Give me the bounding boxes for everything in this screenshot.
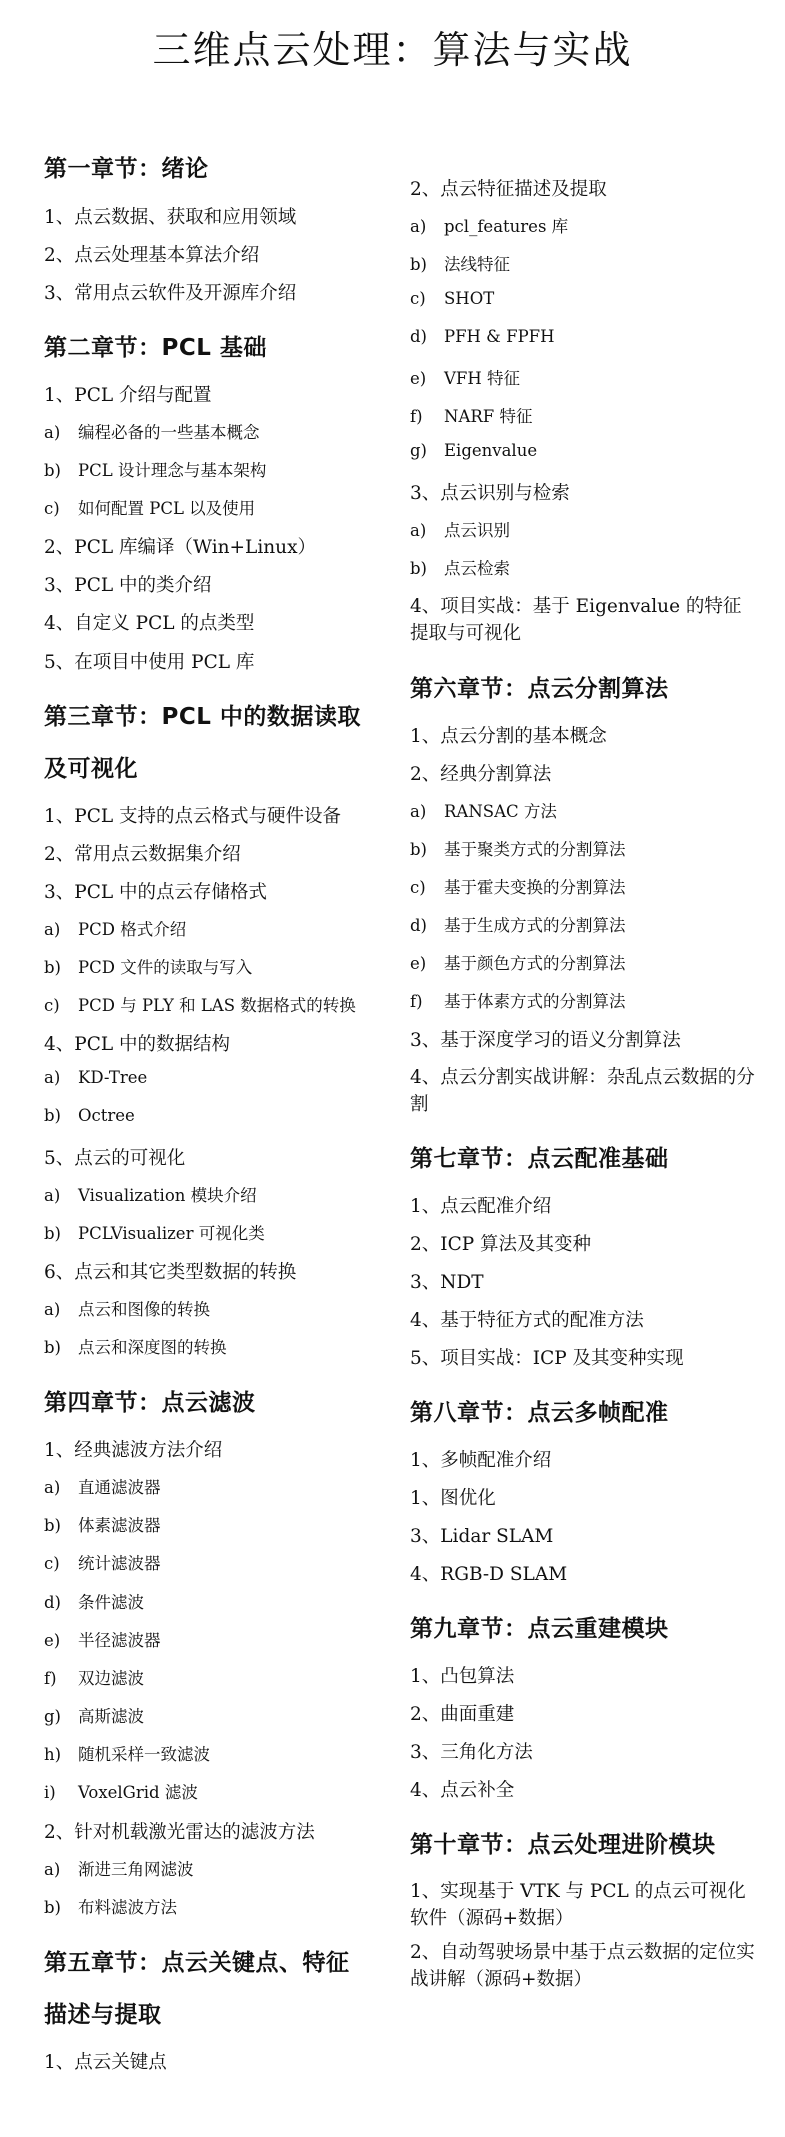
subsection-marker: c) [410, 289, 426, 308]
subsection-item [410, 798, 755, 822]
section-item [410, 1662, 755, 1688]
item-text: 2、点云处理基本算法介绍 [44, 245, 260, 266]
section-item [44, 840, 389, 866]
item-text: 1、点云关键点 [44, 2052, 167, 2073]
section-item [410, 593, 755, 647]
subsection-marker: b) [44, 1106, 61, 1125]
section-item [44, 2048, 389, 2074]
section-item [410, 1268, 755, 1294]
subsection-marker: b) [44, 958, 61, 977]
item-text: 如何配置 PCL 以及使用 [78, 499, 256, 518]
subsection-item [44, 1474, 389, 1498]
section-item [44, 571, 389, 597]
chapter-heading [410, 1394, 755, 1427]
item-text: Octree [78, 1106, 135, 1125]
item-text: 1、点云数据、获取和应用领域 [44, 207, 297, 228]
item-text: 1、点云分割的基本概念 [410, 726, 607, 747]
item-text: 第二章节：PCL 基础 [44, 335, 267, 361]
item-text: 4、点云分割实战讲解：杂乱点云数据的分割 [410, 1067, 755, 1115]
subsection-item [44, 1741, 389, 1765]
item-text: 点云和图像的转换 [78, 1300, 210, 1319]
item-text: 双边滤波 [78, 1669, 144, 1688]
item-text: 统计滤波器 [78, 1554, 161, 1573]
subsection-item [44, 1182, 389, 1206]
subsection-marker: c) [44, 499, 60, 518]
item-text: 半径滤波器 [78, 1631, 161, 1650]
section-item [410, 1446, 755, 1472]
section-item [410, 1776, 755, 1802]
subsection-item [44, 1550, 389, 1574]
item-text: 2、ICP 算法及其变种 [410, 1234, 592, 1255]
item-text: 4、RGB-D SLAM [410, 1564, 568, 1585]
chapter-heading [44, 329, 389, 362]
section-item [410, 1700, 755, 1726]
item-text: NARF 特征 [444, 407, 533, 426]
item-text: 第三章节：PCL 中的数据读取 [44, 704, 361, 730]
item-text: PCD 文件的读取与写入 [78, 958, 253, 977]
subsection-item [44, 1627, 389, 1651]
subsection-marker: f) [410, 407, 423, 426]
item-text: 3、Lidar SLAM [410, 1526, 554, 1547]
chapter-heading [44, 698, 389, 731]
item-text: 2、常用点云数据集介绍 [44, 844, 241, 865]
chapter-heading [44, 1384, 389, 1417]
subsection-item [410, 555, 755, 579]
subsection-marker: b) [44, 1898, 61, 1917]
item-text: VFH 特征 [444, 369, 520, 388]
subsection-marker: d) [410, 327, 427, 346]
section-item [410, 1306, 755, 1332]
item-text: 直通滤波器 [78, 1478, 161, 1497]
subsection-marker: b) [44, 1338, 61, 1357]
subsection-marker: a) [44, 920, 61, 939]
item-text: 2、针对机载激光雷达的滤波方法 [44, 1822, 315, 1843]
item-text: 3、点云识别与检索 [410, 483, 570, 504]
subsection-marker: a) [410, 802, 427, 821]
item-text: 4、自定义 PCL 的点类型 [44, 613, 255, 634]
item-text: 布料滤波方法 [78, 1898, 177, 1917]
item-text: 第七章节：点云配准基础 [410, 1146, 669, 1172]
subsection-marker: f) [410, 992, 423, 1011]
subsection-marker: i) [44, 1783, 56, 1802]
item-text: 随机采样一致滤波 [78, 1745, 210, 1764]
section-item [44, 279, 389, 305]
item-text: 基于霍夫变换的分割算法 [444, 878, 626, 897]
subsection-item [410, 289, 755, 308]
subsection-marker: b) [410, 559, 427, 578]
subsection-item [410, 365, 755, 389]
section-item [410, 479, 755, 505]
subsection-item [410, 874, 755, 898]
subsection-item [44, 1894, 389, 1918]
section-item [410, 1939, 755, 1993]
section-item [44, 1030, 389, 1056]
item-text: 6、点云和其它类型数据的转换 [44, 1262, 297, 1283]
subsection-marker: g) [410, 441, 427, 460]
subsection-marker: e) [44, 1631, 61, 1650]
subsection-item [44, 457, 389, 481]
item-text: 点云和深度图的转换 [78, 1338, 227, 1357]
subsection-item [44, 1589, 389, 1613]
item-text: 基于体素方式的分割算法 [444, 992, 626, 1011]
subsection-item [44, 1068, 389, 1087]
subsection-item [410, 517, 755, 541]
item-text: 1、凸包算法 [410, 1666, 515, 1687]
subsection-marker: a) [44, 1478, 61, 1497]
section-item [410, 760, 755, 786]
subsection-marker: b) [44, 461, 61, 480]
section-item [410, 1064, 755, 1118]
item-text: 点云识别 [444, 521, 510, 540]
item-text: 第四章节：点云滤波 [44, 1390, 256, 1416]
item-text: 法线特征 [444, 255, 510, 274]
item-text: 3、三角化方法 [410, 1742, 533, 1763]
item-text: 5、点云的可视化 [44, 1148, 186, 1169]
chapter-heading [410, 1826, 755, 1859]
item-text: 基于颜色方式的分割算法 [444, 954, 626, 973]
item-text: 高斯滤波 [78, 1707, 144, 1726]
item-text: 3、常用点云软件及开源库介绍 [44, 283, 297, 304]
section-item [44, 533, 389, 559]
subsection-marker: a) [44, 1860, 61, 1879]
item-text: 4、项目实战：基于 Eigenvalue 的特征提取与可视化 [410, 596, 742, 644]
item-text: 2、经典分割算法 [410, 764, 552, 785]
subsection-item [410, 251, 755, 275]
section-item [44, 609, 389, 635]
section-item [410, 1192, 755, 1218]
section-item [410, 175, 755, 201]
subsection-item [410, 213, 755, 237]
chapter-heading [44, 1996, 389, 2029]
subsection-item [44, 916, 389, 940]
subsection-marker: c) [44, 996, 60, 1015]
subsection-marker: b) [44, 1516, 61, 1535]
subsection-item [44, 1220, 389, 1244]
section-item [44, 1144, 389, 1170]
item-text: 5、在项目中使用 PCL 库 [44, 652, 255, 673]
item-text: 第五章节：点云关键点、特征 [44, 1950, 350, 1976]
item-text: 4、基于特征方式的配准方法 [410, 1310, 644, 1331]
item-text: 1、实现基于 VTK 与 PCL 的点云可视化软件（源码+数据） [410, 1881, 746, 1929]
subsection-marker: c) [44, 1554, 60, 1573]
subsection-item [410, 327, 755, 346]
item-text: PCLVisualizer 可视化类 [78, 1224, 265, 1243]
subsection-item [44, 495, 389, 519]
item-text: 基于生成方式的分割算法 [444, 916, 626, 935]
section-item [410, 1878, 755, 1932]
item-text: PCD 与 PLY 和 LAS 数据格式的转换 [78, 996, 356, 1015]
subsection-marker: b) [44, 1224, 61, 1243]
item-text: SHOT [444, 289, 495, 308]
section-item [410, 1522, 755, 1548]
subsection-marker: b) [410, 255, 427, 274]
subsection-item [44, 1296, 389, 1320]
chapter-heading [44, 1944, 389, 1977]
subsection-item [44, 992, 389, 1016]
subsection-marker: a) [44, 1068, 61, 1087]
item-text: 5、项目实战：ICP 及其变种实现 [410, 1348, 684, 1369]
section-item [44, 241, 389, 267]
chapter-heading [410, 1610, 755, 1643]
document-title: 三维点云处理：算法与实战 [152, 28, 633, 72]
item-text: 2、PCL 库编译（Win+Linux） [44, 537, 317, 558]
item-text: 条件滤波 [78, 1593, 144, 1612]
item-text: 3、PCL 中的点云存储格式 [44, 882, 268, 903]
subsection-item [44, 1334, 389, 1358]
item-text: KD-Tree [78, 1068, 148, 1087]
item-text: VoxelGrid 滤波 [78, 1783, 198, 1802]
section-item [44, 203, 389, 229]
subsection-marker: g) [44, 1707, 61, 1726]
item-text: Visualization 模块介绍 [78, 1186, 257, 1205]
subsection-item [44, 1703, 389, 1727]
item-text: 1、PCL 介绍与配置 [44, 385, 212, 406]
item-text: PFH & FPFH [444, 327, 555, 346]
subsection-item [410, 988, 755, 1012]
item-text: 第六章节：点云分割算法 [410, 676, 669, 702]
subsection-item [410, 403, 755, 427]
item-text: 描述与提取 [44, 2002, 162, 2028]
subsection-item [410, 912, 755, 936]
subsection-item [44, 954, 389, 978]
subsection-item [44, 1106, 389, 1125]
subsection-item [410, 950, 755, 974]
subsection-marker: a) [44, 423, 61, 442]
item-text: 及可视化 [44, 756, 138, 782]
item-text: 4、点云补全 [410, 1780, 515, 1801]
section-item [44, 648, 389, 674]
section-item [44, 878, 389, 904]
subsection-marker: d) [410, 916, 427, 935]
subsection-item [410, 441, 755, 460]
section-item [410, 1484, 755, 1510]
item-text: 体素滤波器 [78, 1516, 161, 1535]
section-item [44, 802, 389, 828]
subsection-item [44, 1665, 389, 1689]
subsection-marker: a) [44, 1300, 61, 1319]
section-item [44, 1436, 389, 1462]
item-text: 4、PCL 中的数据结构 [44, 1034, 231, 1055]
item-text: 2、自动驾驶场景中基于点云数据的定位实战讲解（源码+数据） [410, 1942, 755, 1990]
item-text: 1、点云配准介绍 [410, 1196, 552, 1217]
section-item [44, 381, 389, 407]
item-text: 渐进三角网滤波 [78, 1860, 194, 1879]
subsection-marker: b) [410, 840, 427, 859]
item-text: 基于聚类方式的分割算法 [444, 840, 626, 859]
subsection-item [44, 419, 389, 443]
item-text: PCL 设计理念与基本架构 [78, 461, 267, 480]
item-text: 2、点云特征描述及提取 [410, 179, 607, 200]
item-text: 3、基于深度学习的语义分割算法 [410, 1030, 681, 1051]
item-text: 第九章节：点云重建模块 [410, 1616, 669, 1642]
item-text: 1、多帧配准介绍 [410, 1450, 552, 1471]
section-item [410, 1344, 755, 1370]
section-item [410, 1230, 755, 1256]
item-text: 编程必备的一些基本概念 [78, 423, 260, 442]
subsection-item [44, 1856, 389, 1880]
subsection-marker: d) [44, 1593, 61, 1612]
section-item [44, 1818, 389, 1844]
subsection-marker: e) [410, 369, 427, 388]
chapter-heading [44, 150, 389, 183]
item-text: 1、图优化 [410, 1488, 496, 1509]
item-text: RANSAC 方法 [444, 802, 557, 821]
subsection-marker: e) [410, 954, 427, 973]
section-item [410, 1026, 755, 1052]
item-text: 第一章节：绪论 [44, 156, 209, 182]
subsection-marker: a) [44, 1186, 61, 1205]
subsection-item [44, 1512, 389, 1536]
section-item [410, 1560, 755, 1586]
subsection-item [44, 1779, 389, 1803]
item-text: Eigenvalue [444, 441, 538, 460]
subsection-marker: a) [410, 521, 427, 540]
section-item [44, 1258, 389, 1284]
item-text: 3、NDT [410, 1272, 484, 1293]
item-text: 第八章节：点云多帧配准 [410, 1400, 669, 1426]
item-text: 点云检索 [444, 559, 510, 578]
section-item [410, 1738, 755, 1764]
section-item [410, 722, 755, 748]
chapter-heading [44, 750, 389, 783]
subsection-marker: f) [44, 1669, 57, 1688]
item-text: 2、曲面重建 [410, 1704, 515, 1725]
item-text: PCD 格式介绍 [78, 920, 187, 939]
chapter-heading [410, 1140, 755, 1173]
subsection-marker: h) [44, 1745, 62, 1764]
chapter-heading [410, 670, 755, 703]
item-text: 3、PCL 中的类介绍 [44, 575, 212, 596]
item-text: 1、PCL 支持的点云格式与硬件设备 [44, 806, 342, 827]
subsection-marker: a) [410, 217, 427, 236]
item-text: 1、经典滤波方法介绍 [44, 1440, 223, 1461]
subsection-item [410, 836, 755, 860]
item-text: pcl_features 库 [444, 217, 569, 236]
item-text: 第十章节：点云处理进阶模块 [410, 1832, 716, 1858]
subsection-marker: c) [410, 878, 426, 897]
